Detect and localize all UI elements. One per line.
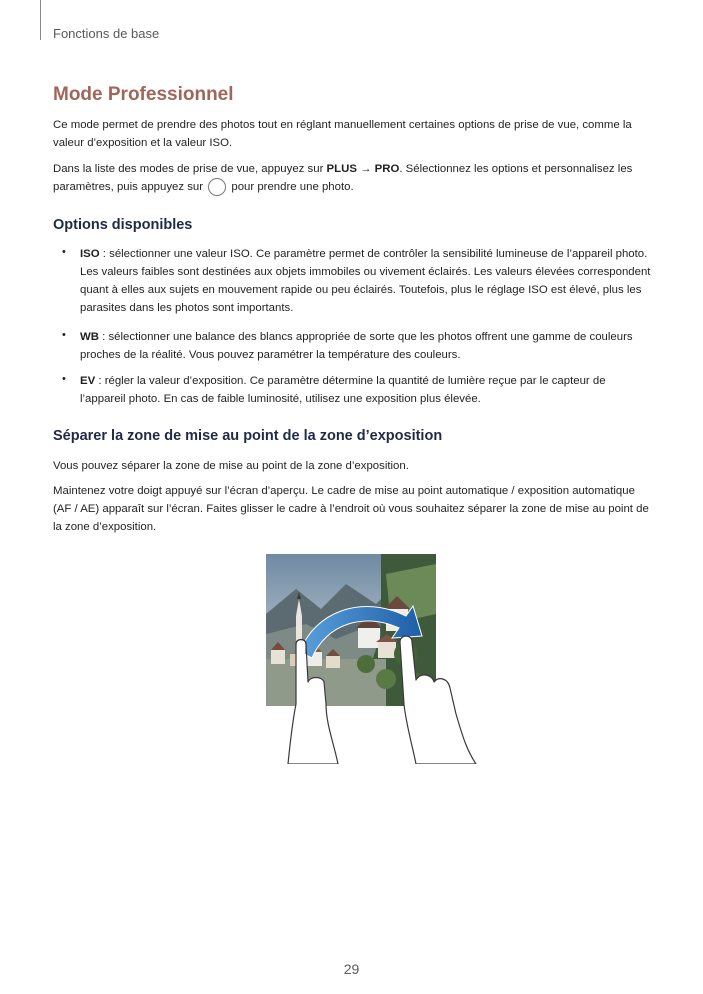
pro-label: PRO [374, 163, 400, 175]
section-header: Fonctions de base [53, 26, 160, 41]
intro-text: pour prendre une photo. [228, 181, 354, 194]
bullet-icon: • [62, 373, 66, 385]
options-heading: Options disponibles [53, 217, 193, 233]
intro-paragraph-2 [53, 160, 653, 196]
intro-paragraph-1: Ce mode permet de prendre des photos tout en réglant manuellement certaines options de prise de vue, comme la valeur d’exposition et la valeur ISO. [53, 119, 632, 149]
intro-text: . Sélectionnez les options et personnalisez les paramètres, puis appuyez sur [53, 163, 633, 194]
header-rule [40, 0, 41, 40]
intro-text: Dans la liste des modes de prise de vue, appuyez sur [53, 163, 327, 175]
option-term: WB [80, 331, 99, 343]
separate-paragraph-1: Vous pouvez séparer la zone de mise au point de la zone d’exposition. [53, 460, 409, 472]
option-description: : sélectionner une valeur ISO. Ce paramètre permet de contrôler la sensibilité lumineuse de l’appareil photo. Les valeurs faibles sont destinées aux objets immobiles ou vivement éclairés. Les valeurs élevées correspondent quant à elles aux sujets en mouvement rapide ou peu éclairés. Toutefois, plus le réglage ISO est élevé, plus les parasites dans les photos sont importants. [80, 248, 651, 314]
right-hand-icon [400, 636, 476, 764]
page-title: Mode Professionnel [53, 84, 234, 105]
option-ev [80, 372, 653, 408]
option-description: : régler la valeur d’exposition. Ce paramètre détermine la quantité de lumière reçue par le capteur de l’appareil photo. En cas de faible luminosité, utilisez une exposition plus élevée. [80, 375, 606, 405]
plus-label: PLUS [326, 163, 357, 175]
separate-heading: Séparer la zone de mise au point de la zone d’exposition [53, 428, 443, 444]
bullet-icon: • [62, 329, 66, 341]
option-wb [80, 328, 653, 364]
separate-paragraph-2: Maintenez votre doigt appuyé sur l’écran d’aperçu. Le cadre de mise au point automatique / exposition automatique (AF / AE) apparaît sur l’écran. Faites glisser le cadre à l’endroit où vous souhaitez séparer la zone de mise au point de la zone d’exposition. [53, 485, 649, 533]
option-iso [80, 245, 653, 317]
option-description: : sélectionner une balance des blancs appropriée de sorte que les photos offrent une gamme de couleurs proches de la réalité. Vous pouvez paramétrer la température des couleurs. [80, 331, 633, 361]
option-term: ISO [80, 248, 100, 260]
arrow-symbol: → [356, 163, 375, 175]
page-number: 29 [343, 961, 360, 977]
shutter-button-icon [208, 178, 226, 196]
focus-exposure-illustration [266, 554, 480, 764]
bullet-icon: • [62, 246, 66, 258]
option-term: EV [80, 375, 96, 387]
